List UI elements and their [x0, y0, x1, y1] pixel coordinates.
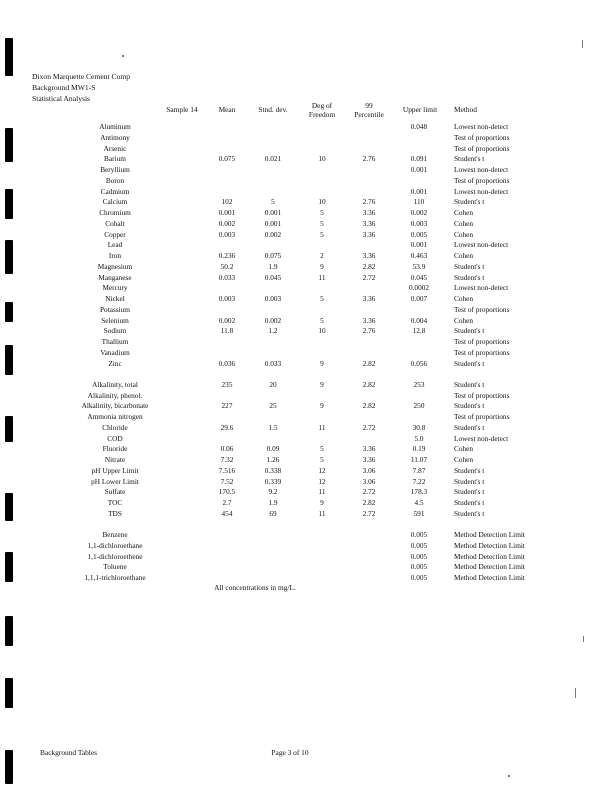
parameter-name: Vanadium — [100, 347, 130, 357]
table-row — [0, 165, 612, 176]
method-value: Cohen — [454, 315, 474, 325]
deg-of-freedom-value: 11 — [318, 272, 326, 282]
deg-of-freedom-value: 5 — [320, 294, 324, 303]
parameter-name: 1,1-dichloroethene — [87, 551, 143, 561]
table-row — [0, 240, 612, 251]
stnd-dev-value: 0.339 — [264, 476, 282, 486]
percentile-value: 3.36 — [362, 208, 376, 217]
stnd-dev-value: 1.9 — [268, 261, 278, 271]
stnd-dev-value: 0.045 — [264, 272, 282, 282]
table-row — [0, 251, 612, 262]
method-value: Lowest non-detect — [454, 283, 509, 293]
method-value: Test of proportions — [454, 132, 510, 142]
parameter-name: Iron — [108, 251, 122, 260]
mean-value: 0.236 — [218, 251, 236, 260]
method-value: Student's t — [454, 379, 485, 389]
upper-limit-value: 0.001 — [410, 165, 428, 174]
header-pct-line2: Percentile — [354, 110, 384, 119]
parameter-name: Alkalinity, bicarbonate — [81, 401, 149, 411]
mean-value: 0.033 — [218, 272, 236, 282]
parameter-name: Calcium — [102, 197, 128, 207]
deg-of-freedom-value: 9 — [320, 401, 324, 411]
upper-limit-value: 11.07 — [410, 455, 428, 464]
location-name: Background MW1-S — [32, 83, 96, 92]
percentile-value: 3.36 — [362, 229, 376, 239]
method-value: Cohen — [454, 294, 474, 303]
method-value: Test of proportions — [454, 143, 510, 153]
mean-value: 0.003 — [218, 229, 236, 239]
binder-hole — [5, 616, 13, 646]
table-row — [0, 294, 612, 305]
document-header — [32, 71, 130, 104]
upper-limit-value: 0.048 — [410, 122, 428, 131]
upper-limit-value: 0.005 — [410, 530, 428, 539]
parameter-name: COD — [107, 433, 123, 443]
footer-page-number: Page 3 of 10 — [271, 748, 309, 757]
table-row — [0, 552, 612, 563]
deg-of-freedom-value: 11 — [318, 508, 326, 518]
binder-hole — [5, 678, 13, 708]
stnd-dev-value: 20 — [269, 379, 277, 389]
deg-of-freedom-value: 9 — [320, 498, 324, 507]
upper-limit-value: 0.045 — [410, 272, 428, 282]
stnd-dev-value: 0.075 — [264, 251, 282, 260]
method-value: Student's t — [454, 465, 485, 475]
parameter-name: Sulfate — [104, 487, 126, 497]
parameter-name: Thallium — [101, 337, 129, 346]
deg-of-freedom-value: 10 — [318, 154, 326, 164]
parameter-name: Beryllium — [100, 165, 130, 174]
parameter-name: 1,1,1-trichloroethane — [84, 573, 146, 582]
upper-limit-value: 0.003 — [410, 218, 428, 228]
percentile-value: 2.76 — [362, 197, 376, 207]
scan-speck — [583, 636, 584, 642]
table-row — [0, 359, 612, 370]
parameter-name: Zinc — [108, 358, 122, 368]
mean-value: 11.8 — [220, 326, 234, 336]
header-method: Method — [454, 105, 477, 114]
upper-limit-value: 30.8 — [412, 422, 426, 432]
header-upper-limit: Upper limit — [402, 105, 438, 114]
table-row — [0, 423, 612, 434]
method-value: Lowest non-detect — [454, 240, 509, 250]
mean-value: 454 — [221, 508, 233, 518]
upper-limit-value: 591 — [413, 508, 425, 518]
scan-speck — [575, 688, 576, 698]
parameter-name: Aluminum — [99, 122, 131, 131]
method-value: Cohen — [454, 444, 474, 454]
table-row — [0, 197, 612, 208]
method-value: Method Detection Limit — [454, 551, 525, 561]
deg-of-freedom-value: 5 — [320, 444, 324, 454]
method-value: Student's t — [454, 197, 485, 207]
deg-of-freedom-value: 5 — [320, 229, 324, 239]
upper-limit-value: 7.22 — [412, 476, 426, 486]
parameter-name: Barium — [104, 154, 126, 164]
percentile-value: 3.36 — [362, 455, 376, 464]
method-value: Test of proportions — [454, 304, 510, 314]
percentile-value: 2.72 — [362, 272, 376, 282]
mean-value: 235 — [221, 379, 233, 389]
method-value: Student's t — [454, 401, 485, 411]
deg-of-freedom-value: 9 — [320, 358, 324, 368]
header-pct-line1: 99 — [365, 101, 373, 110]
table-row — [0, 455, 612, 466]
parameter-name: TOC — [107, 498, 123, 507]
percentile-value: 3.36 — [362, 218, 376, 228]
method-value: Student's t — [454, 476, 485, 486]
method-value: Student's t — [454, 358, 485, 368]
table-row — [0, 530, 612, 541]
stnd-dev-value: 0.002 — [264, 315, 282, 325]
upper-limit-value: 0.005 — [410, 562, 428, 572]
mean-value: 2.7 — [222, 498, 232, 507]
method-value: Cohen — [454, 251, 474, 260]
upper-limit-value: 0.004 — [410, 315, 428, 325]
stnd-dev-value: 0.021 — [264, 154, 282, 164]
table-row — [0, 434, 612, 445]
scan-speck — [122, 55, 124, 57]
parameter-name: Manganese — [98, 272, 132, 282]
method-value: Lowest non-detect — [454, 433, 509, 443]
upper-limit-value: 53.9 — [412, 261, 426, 271]
table-row — [0, 541, 612, 552]
table-row — [0, 412, 612, 423]
upper-limit-value: 0.0002 — [408, 283, 430, 293]
parameter-name: Potassium — [99, 304, 130, 314]
method-value: Method Detection Limit — [454, 530, 525, 539]
stnd-dev-value: 0.001 — [264, 218, 282, 228]
upper-limit-value: 0.001 — [410, 186, 428, 196]
header-stnd-dev: Stnd. dev. — [258, 105, 288, 114]
table-row — [0, 487, 612, 498]
percentile-value: 2.76 — [362, 326, 376, 336]
table-row — [0, 562, 612, 573]
table-row — [0, 187, 612, 198]
deg-of-freedom-value: 12 — [318, 465, 326, 475]
table-row — [0, 208, 612, 219]
parameter-name: 1,1-dichloroethane — [87, 540, 143, 550]
mean-value: 50.2 — [220, 261, 234, 271]
method-value: Student's t — [454, 487, 485, 497]
deg-of-freedom-value: 5 — [320, 455, 324, 464]
stnd-dev-value: 0.003 — [264, 294, 282, 303]
method-value: Cohen — [454, 455, 474, 464]
deg-of-freedom-value: 9 — [320, 379, 324, 389]
parameter-name: Arsenic — [103, 143, 127, 153]
method-value: Method Detection Limit — [454, 540, 525, 550]
percentile-value: 3.36 — [362, 251, 376, 260]
upper-limit-value: 0.005 — [410, 229, 428, 239]
deg-of-freedom-value: 10 — [318, 326, 326, 336]
upper-limit-value: 0.005 — [410, 540, 428, 550]
parameter-name: Nitrate — [104, 455, 126, 464]
stnd-dev-value: 0.001 — [264, 208, 282, 217]
binder-hole — [5, 38, 13, 76]
stnd-dev-value: 0.033 — [264, 358, 282, 368]
upper-limit-value: 0.19 — [412, 444, 426, 454]
table-row — [0, 401, 612, 412]
table-row — [0, 444, 612, 455]
deg-of-freedom-value: 11 — [318, 422, 326, 432]
method-value: Lowest non-detect — [454, 165, 509, 174]
mean-value: 7.52 — [220, 476, 234, 486]
method-value: Student's t — [454, 272, 485, 282]
table-row — [0, 283, 612, 294]
mean-value: 227 — [221, 401, 233, 411]
table-row — [0, 509, 612, 520]
percentile-value: 3.36 — [362, 444, 376, 454]
header-sample: Sample 14 — [166, 105, 198, 114]
method-value: Method Detection Limit — [454, 562, 525, 572]
mean-value: 7.516 — [218, 465, 236, 475]
method-value: Lowest non-detect — [454, 186, 509, 196]
parameter-name: Alkalinity, total — [92, 379, 138, 389]
method-value: Test of proportions — [454, 175, 510, 185]
mean-value: 29.6 — [220, 422, 234, 432]
method-value: Cohen — [454, 218, 474, 228]
method-value: Student's t — [454, 422, 485, 432]
parameter-name: Boron — [105, 175, 125, 185]
parameter-name: pH Upper Limit — [91, 465, 139, 475]
parameter-name: Selenium — [101, 315, 129, 325]
deg-of-freedom-value: 10 — [318, 197, 326, 207]
upper-limit-value: 0.463 — [410, 251, 428, 260]
stnd-dev-value: 1.9 — [268, 498, 278, 507]
mean-value: 0.075 — [218, 154, 236, 164]
method-value: Cohen — [454, 229, 474, 239]
stnd-dev-value: 69 — [269, 508, 277, 518]
table-row — [0, 391, 612, 402]
method-value: Test of proportions — [454, 412, 510, 421]
parameter-name: Fluoride — [102, 444, 128, 454]
deg-of-freedom-value: 12 — [318, 476, 326, 486]
table-row — [0, 466, 612, 477]
table-row — [0, 326, 612, 337]
table-row — [0, 477, 612, 488]
mean-value: 0.002 — [218, 315, 236, 325]
header-percentile — [345, 101, 393, 119]
method-value: Student's t — [454, 508, 485, 518]
parameter-name: Sodium — [103, 326, 127, 336]
stnd-dev-value: 0.338 — [264, 465, 282, 475]
header-dof-line1: Deg of — [311, 101, 333, 110]
table-row — [0, 133, 612, 144]
percentile-value: 2.72 — [362, 508, 376, 518]
stnd-dev-value: 1.5 — [268, 422, 278, 432]
header-deg-of-freedom — [302, 101, 342, 119]
upper-limit-value: 5.0 — [414, 433, 424, 443]
parameter-name: TDS — [108, 508, 122, 518]
upper-limit-value: 0.007 — [410, 294, 428, 303]
parameter-name: Lead — [107, 240, 123, 250]
upper-limit-value: 253 — [413, 379, 425, 389]
percentile-value: 2.76 — [362, 154, 376, 164]
mean-value: 0.06 — [220, 444, 234, 454]
stnd-dev-value: 25 — [269, 401, 277, 411]
stnd-dev-value: 0.09 — [266, 444, 280, 454]
table-row — [0, 380, 612, 391]
mean-value: 0.002 — [218, 218, 236, 228]
parameter-name: Cadmium — [100, 186, 130, 196]
scan-speck — [508, 775, 510, 777]
deg-of-freedom-value: 9 — [320, 261, 324, 271]
parameter-name: Alkalinity, phenol. — [87, 390, 143, 400]
header-mean: Mean — [218, 105, 236, 114]
deg-of-freedom-value: 5 — [320, 218, 324, 228]
parameter-name: Mercury — [102, 283, 128, 293]
percentile-value: 3.36 — [362, 294, 376, 303]
scan-speck — [582, 40, 583, 48]
table-row — [0, 154, 612, 165]
header-dof-line2: Freedom — [308, 110, 336, 119]
method-value: Student's t — [454, 261, 485, 271]
parameter-name: Antimony — [100, 132, 130, 142]
upper-limit-value: 0.002 — [410, 208, 428, 217]
table-row — [0, 273, 612, 284]
upper-limit-value: 0.005 — [410, 573, 428, 582]
deg-of-freedom-value: 11 — [318, 487, 326, 497]
method-value: Student's t — [454, 154, 485, 164]
percentile-value: 2.82 — [362, 379, 376, 389]
upper-limit-value: 0.005 — [410, 551, 428, 561]
parameter-name: Toluene — [103, 562, 127, 572]
percentile-value: 2.82 — [362, 261, 376, 271]
table-row — [0, 122, 612, 133]
stnd-dev-value: 0.002 — [264, 229, 282, 239]
parameter-name: Ammonia nitrogen — [87, 412, 143, 421]
mean-value: 7.32 — [220, 455, 234, 464]
upper-limit-value: 0.001 — [410, 240, 428, 250]
parameter-name: Benzene — [102, 530, 128, 539]
upper-limit-value: 178.3 — [410, 487, 428, 497]
method-value: Test of proportions — [454, 347, 510, 357]
table-row — [0, 144, 612, 155]
upper-limit-value: 4.5 — [414, 498, 424, 507]
upper-limit-value: 0.056 — [410, 358, 428, 368]
method-value: Lowest non-detect — [454, 122, 509, 131]
deg-of-freedom-value: 5 — [320, 315, 324, 325]
parameter-name: Chromium — [99, 208, 131, 217]
upper-limit-value: 7.87 — [412, 465, 426, 475]
parameter-name: Copper — [104, 229, 126, 239]
mean-value: 0.036 — [218, 358, 236, 368]
table-row — [0, 219, 612, 230]
method-value: Method Detection Limit — [454, 573, 525, 582]
method-value: Test of proportions — [454, 390, 510, 400]
mean-value: 0.001 — [218, 208, 236, 217]
table-row — [0, 348, 612, 359]
stnd-dev-value: 5 — [271, 197, 275, 207]
footer-section-title: Background Tables — [40, 748, 98, 757]
percentile-value: 2.82 — [362, 401, 376, 411]
parameter-name: Nickel — [105, 294, 125, 303]
upper-limit-value: 0.091 — [410, 154, 428, 164]
method-value: Cohen — [454, 208, 474, 217]
parameter-name: pH Lower Limit — [91, 476, 139, 486]
units-note: All concentrations in mg/L. — [214, 583, 296, 592]
stnd-dev-value: 1.26 — [266, 455, 280, 464]
parameter-name: Chloride — [102, 422, 128, 432]
percentile-value: 2.82 — [362, 498, 376, 507]
deg-of-freedom-value: 2 — [320, 251, 324, 260]
percentile-value: 3.36 — [362, 315, 376, 325]
mean-value: 102 — [221, 197, 233, 207]
binder-hole — [5, 750, 13, 784]
table-row — [0, 337, 612, 348]
percentile-value: 3.06 — [362, 476, 376, 486]
stnd-dev-value: 1.2 — [268, 326, 278, 336]
upper-limit-value: 250 — [413, 401, 425, 411]
method-value: Student's t — [454, 326, 485, 336]
table-row — [0, 262, 612, 273]
percentile-value: 2.82 — [362, 358, 376, 368]
report-title: Statistical Analysis — [32, 94, 91, 103]
deg-of-freedom-value: 5 — [320, 208, 324, 217]
table-row — [0, 230, 612, 241]
table-row — [0, 316, 612, 327]
parameter-name: Cobalt — [105, 218, 125, 228]
upper-limit-value: 110 — [413, 197, 425, 207]
table-row — [0, 176, 612, 187]
company-name: Dixon Marquette Cement Comp — [32, 72, 131, 81]
table-row — [0, 498, 612, 509]
mean-value: 0.003 — [218, 294, 236, 303]
table-row — [0, 305, 612, 316]
mean-value: 170.5 — [218, 487, 236, 497]
stnd-dev-value: 9.2 — [268, 487, 278, 497]
method-value: Test of proportions — [454, 337, 510, 346]
method-value: Student's t — [454, 498, 485, 507]
percentile-value: 2.72 — [362, 487, 376, 497]
table-row — [0, 573, 612, 584]
upper-limit-value: 12.8 — [412, 326, 426, 336]
percentile-value: 3.06 — [362, 465, 376, 475]
parameter-name: Magnesium — [97, 261, 133, 271]
percentile-value: 2.72 — [362, 422, 376, 432]
